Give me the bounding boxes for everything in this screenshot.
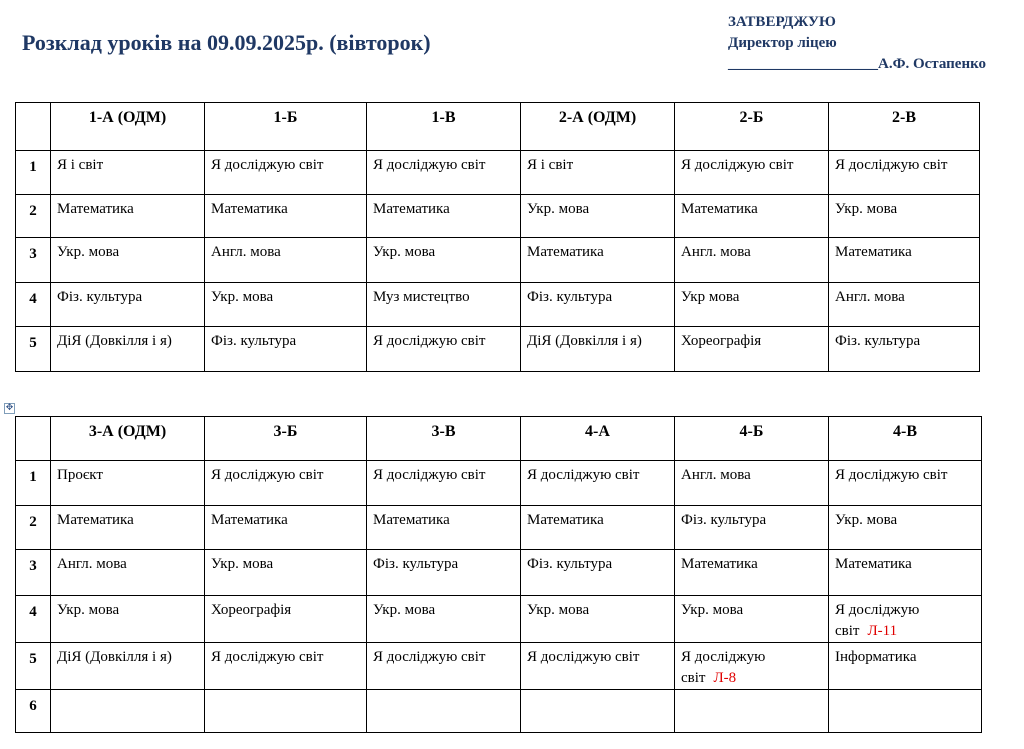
- class-header: 4-А: [521, 417, 675, 461]
- lesson-number: 2: [16, 195, 51, 238]
- lesson-subject: Фіз. культура: [527, 556, 613, 572]
- table-row: [16, 506, 982, 550]
- lesson-number: 6: [16, 690, 51, 733]
- lesson-cell: [829, 238, 980, 283]
- lesson-cell: [51, 461, 205, 506]
- lesson-subject: ДіЯ (Довкілля і я): [57, 333, 172, 349]
- lesson-cell: [675, 690, 829, 733]
- lesson-cell: [205, 195, 367, 238]
- lesson-number: 2: [16, 506, 51, 550]
- lesson-subject: Математика: [57, 201, 134, 217]
- lesson-number: 4: [16, 596, 51, 643]
- class-header: 4-В: [829, 417, 982, 461]
- lesson-cell: [675, 283, 829, 327]
- table-row: [16, 151, 980, 195]
- lesson-subject: Математика: [211, 512, 288, 528]
- lesson-subject: Укр мова: [681, 289, 740, 305]
- lesson-cell: [829, 195, 980, 238]
- lesson-cell: [521, 643, 675, 690]
- lesson-cell: [205, 596, 367, 643]
- lesson-cell: [829, 643, 982, 690]
- lesson-cell: [829, 550, 982, 596]
- table-row: [16, 550, 982, 596]
- lesson-cell: [521, 151, 675, 195]
- lesson-subject: Фіз. культура: [835, 333, 921, 349]
- lesson-cell: [367, 506, 521, 550]
- lesson-subject: Я досліджую світ: [373, 333, 486, 349]
- lesson-cell: [521, 506, 675, 550]
- lesson-cell: [205, 506, 367, 550]
- lesson-cell: [829, 327, 980, 372]
- lesson-subject: Укр. мова: [681, 602, 744, 618]
- lesson-subject: Англ. мова: [681, 467, 751, 483]
- lesson-subject: Я досліджую світ: [835, 602, 920, 639]
- lesson-subject: Я і світ: [527, 157, 574, 173]
- room-note: Л-8: [713, 670, 737, 686]
- class-header: 2-А (ОДМ): [521, 103, 675, 151]
- table-row: [16, 327, 980, 372]
- lesson-cell: [51, 283, 205, 327]
- lesson-subject: Математика: [527, 244, 604, 260]
- lesson-subject: Я досліджую світ: [211, 649, 324, 665]
- lesson-cell: [205, 690, 367, 733]
- lesson-subject: Укр. мова: [57, 602, 120, 618]
- lesson-subject: Фіз. культура: [681, 512, 767, 528]
- lesson-cell: [521, 690, 675, 733]
- table-row: [16, 643, 982, 690]
- lesson-subject: Фіз. культура: [57, 289, 143, 305]
- lesson-subject: Я досліджую світ: [527, 467, 640, 483]
- lesson-cell: [829, 151, 980, 195]
- table-row: [16, 596, 982, 643]
- room-note: Л-11: [867, 623, 898, 639]
- lesson-cell: [829, 506, 982, 550]
- lesson-subject: Фіз. культура: [373, 556, 459, 572]
- lesson-cell: [367, 195, 521, 238]
- class-header: 1-В: [367, 103, 521, 151]
- lesson-subject: Я досліджую світ: [835, 157, 948, 173]
- lesson-subject: Хореографія: [211, 602, 292, 618]
- lesson-subject: Укр. мова: [373, 244, 436, 260]
- lesson-cell: [205, 238, 367, 283]
- schedule-table-grades-3-4: [15, 416, 982, 733]
- lesson-number: 5: [16, 643, 51, 690]
- lesson-subject: Я досліджую світ: [373, 467, 486, 483]
- lesson-number: 1: [16, 461, 51, 506]
- lesson-cell: [367, 596, 521, 643]
- lesson-subject: Математика: [681, 556, 758, 572]
- corner-cell: [16, 417, 51, 461]
- lesson-cell: [675, 151, 829, 195]
- lesson-cell: [521, 327, 675, 372]
- lesson-cell: [205, 643, 367, 690]
- lesson-cell: [205, 327, 367, 372]
- lesson-cell: [675, 195, 829, 238]
- lesson-cell: [205, 151, 367, 195]
- lesson-subject: Проєкт: [57, 467, 103, 483]
- lesson-subject: Математика: [57, 512, 134, 528]
- lesson-cell: [367, 238, 521, 283]
- class-header: 1-Б: [205, 103, 367, 151]
- lesson-subject: Математика: [373, 201, 450, 217]
- lesson-cell: [829, 283, 980, 327]
- lesson-cell: [51, 195, 205, 238]
- lesson-cell: [367, 461, 521, 506]
- approval-position: Директор ліцею: [728, 35, 837, 51]
- lesson-subject: Математика: [681, 201, 758, 217]
- lesson-cell: [521, 283, 675, 327]
- lesson-cell: [367, 327, 521, 372]
- lesson-cell: [51, 151, 205, 195]
- lesson-subject: Інформатика: [835, 649, 917, 665]
- lesson-number: 5: [16, 327, 51, 372]
- lesson-subject: Англ. мова: [211, 244, 281, 260]
- lesson-subject: Я досліджую світ: [835, 467, 948, 483]
- lesson-cell: [521, 596, 675, 643]
- lesson-subject: Укр. мова: [527, 201, 590, 217]
- table-row: [16, 195, 980, 238]
- approval-heading: ЗАТВЕРДЖУЮ: [728, 14, 836, 30]
- lesson-subject: Укр. мова: [527, 602, 590, 618]
- lesson-cell: [675, 327, 829, 372]
- lesson-subject: ДіЯ (Довкілля і я): [527, 333, 642, 349]
- lesson-subject: Фіз. культура: [211, 333, 297, 349]
- lesson-subject: Укр. мова: [835, 201, 898, 217]
- lesson-cell: [367, 690, 521, 733]
- lesson-number: 1: [16, 151, 51, 195]
- table-row: [16, 690, 982, 733]
- class-header: 3-Б: [205, 417, 367, 461]
- lesson-cell: [521, 550, 675, 596]
- schedule-table-grades-1-2: [15, 102, 980, 372]
- class-header: 2-Б: [675, 103, 829, 151]
- class-header: 3-А (ОДМ): [51, 417, 205, 461]
- lesson-cell: [205, 550, 367, 596]
- lesson-cell: [205, 461, 367, 506]
- lesson-cell: [367, 151, 521, 195]
- lesson-subject: Укр. мова: [373, 602, 436, 618]
- lesson-subject: Математика: [373, 512, 450, 528]
- lesson-number: 3: [16, 238, 51, 283]
- table-row: [16, 283, 980, 327]
- lesson-cell: [367, 283, 521, 327]
- lesson-subject: Укр. мова: [211, 289, 274, 305]
- lesson-cell: [51, 643, 205, 690]
- table-header-row: [16, 417, 982, 461]
- class-header: 1-А (ОДМ): [51, 103, 205, 151]
- lesson-cell: [675, 550, 829, 596]
- lesson-cell: [675, 461, 829, 506]
- page-title: Розклад уроків на 09.09.2025р. (вівторок): [22, 30, 431, 55]
- class-header: 3-В: [367, 417, 521, 461]
- lesson-subject: Укр. мова: [211, 556, 274, 572]
- approval-signature: ____________________А.Ф. Остапенко: [728, 56, 987, 72]
- lesson-cell: [829, 596, 982, 643]
- lesson-cell: [521, 238, 675, 283]
- lesson-subject: Муз мистецтво: [373, 289, 470, 305]
- lesson-subject: Англ. мова: [835, 289, 905, 305]
- class-header: 4-Б: [675, 417, 829, 461]
- lesson-subject: Англ. мова: [57, 556, 127, 572]
- lesson-subject: Я досліджую світ: [527, 649, 640, 665]
- lesson-cell: [675, 506, 829, 550]
- lesson-number: 3: [16, 550, 51, 596]
- table-header-row: [16, 103, 980, 151]
- lesson-cell: [675, 643, 829, 690]
- lesson-subject: Я досліджую світ: [681, 157, 794, 173]
- lesson-cell: [367, 550, 521, 596]
- lesson-cell: [51, 327, 205, 372]
- lesson-subject: Я досліджую світ: [373, 157, 486, 173]
- lesson-subject: Я досліджую світ: [681, 649, 766, 686]
- table-row: [16, 238, 980, 283]
- lesson-subject: Я досліджую світ: [373, 649, 486, 665]
- table-move-handle-icon[interactable]: ✥: [5, 403, 14, 413]
- table-row: [16, 461, 982, 506]
- lesson-subject: Математика: [835, 244, 912, 260]
- lesson-subject: Я і світ: [57, 157, 104, 173]
- lesson-cell: [51, 506, 205, 550]
- lesson-cell: [205, 283, 367, 327]
- class-header: 2-В: [829, 103, 980, 151]
- lesson-subject: Я досліджую світ: [211, 467, 324, 483]
- lesson-cell: [367, 643, 521, 690]
- lesson-subject: Укр. мова: [57, 244, 120, 260]
- lesson-subject: Укр. мова: [835, 512, 898, 528]
- lesson-cell: [51, 238, 205, 283]
- lesson-cell: [829, 690, 982, 733]
- lesson-cell: [521, 461, 675, 506]
- lesson-cell: [829, 461, 982, 506]
- lesson-subject: ДіЯ (Довкілля і я): [57, 649, 172, 665]
- lesson-cell: [51, 596, 205, 643]
- approval-block: [728, 12, 986, 75]
- lesson-subject: Математика: [211, 201, 288, 217]
- lesson-cell: [675, 238, 829, 283]
- lesson-subject: Фіз. культура: [527, 289, 613, 305]
- corner-cell: [16, 103, 51, 151]
- lesson-number: 4: [16, 283, 51, 327]
- lesson-subject: Математика: [527, 512, 604, 528]
- lesson-cell: [51, 550, 205, 596]
- lesson-subject: Хореографія: [681, 333, 762, 349]
- lesson-cell: [51, 690, 205, 733]
- lesson-cell: [675, 596, 829, 643]
- lesson-subject: Математика: [835, 556, 912, 572]
- lesson-subject: Англ. мова: [681, 244, 751, 260]
- lesson-cell: [521, 195, 675, 238]
- lesson-subject: Я досліджую світ: [211, 157, 324, 173]
